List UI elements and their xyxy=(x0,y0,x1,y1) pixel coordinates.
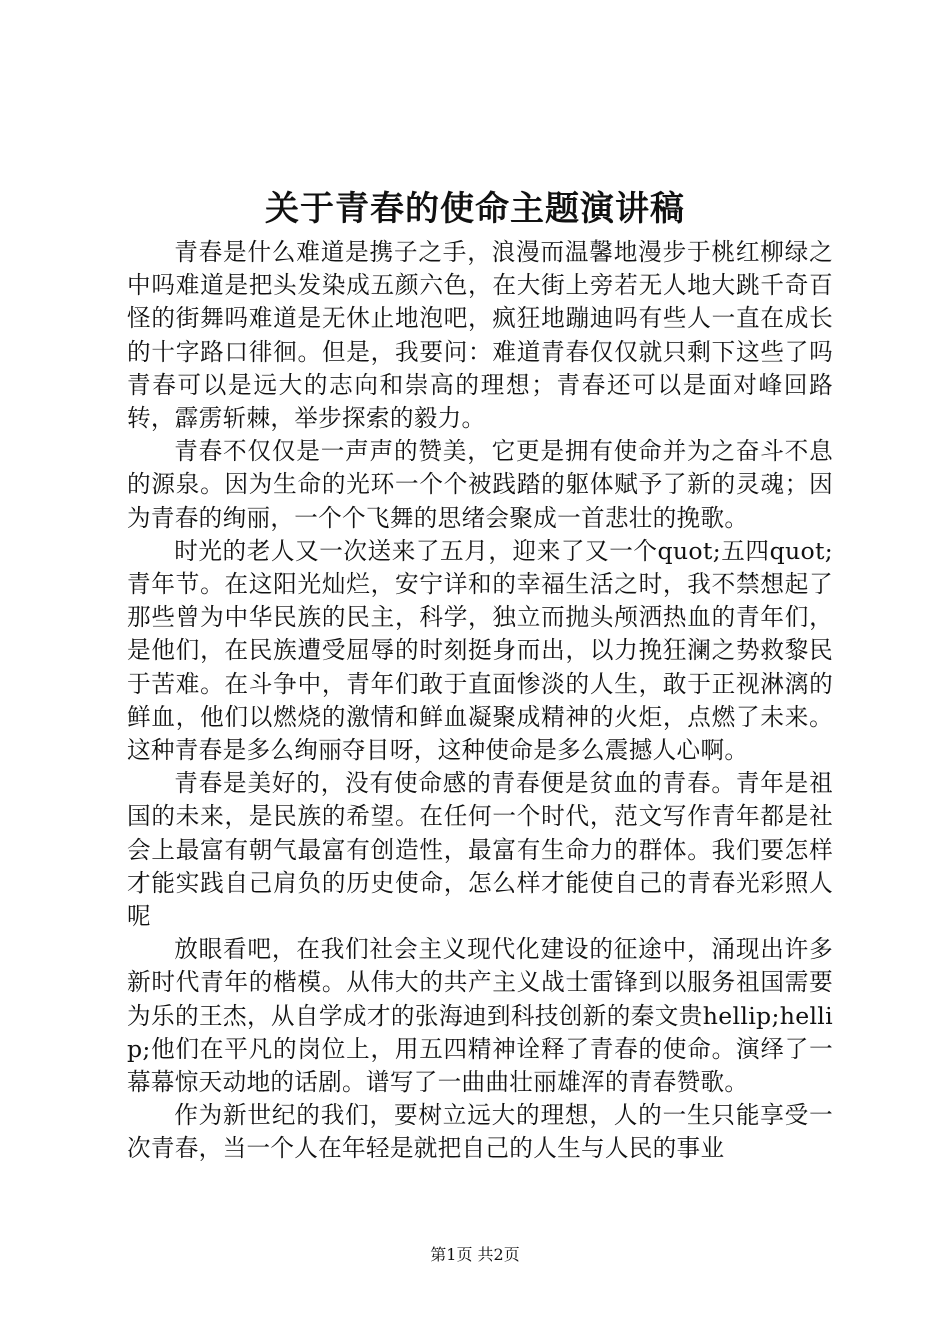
paragraph: 青春不仅仅是一声声的赞美，它更是拥有使命并为之奋斗不息的源泉。因为生命的光环一个个被践踏的躯体赋予了新的灵魂；因为青春的绚丽，一个个飞舞的思绪会聚成一首悲壮的挽歌。 xyxy=(127,437,833,532)
document-body xyxy=(127,236,833,1166)
document-title: 关于青春的使命主题演讲稿 xyxy=(265,189,685,229)
page-number-footer: 第1页 共2页 xyxy=(430,1245,520,1264)
paragraph: 青春是美好的，没有使命感的青春便是贫血的青春。青年是祖国的未来，是民族的希望。在任何一个时代，范文写作青年都是社会上最富有朝气最富有创造性，最富有生命力的群体。我们要怎样才能实践自己肩负的历史使命，怎么样才能使自己的青春光彩照人呢 xyxy=(127,769,833,931)
paragraph: 青春是什么难道是携子之手，浪漫而温馨地漫步于桃红柳绿之中吗难道是把头发染成五颜六色，在大街上旁若无人地大跳千奇百怪的街舞吗难道是无休止地泡吧，疯狂地蹦迪吗有些人一直在成长的十字路口徘徊。但是，我要问：难道青春仅仅就只剩下这些了吗青春可以是远大的志向和崇高的理想；青春还可以是面对峰回路转，霹雳斩棘，举步探索的毅力。 xyxy=(127,238,833,433)
paragraph: 作为新世纪的我们，要树立远大的理想，人的一生只能享受一次青春，当一个人在年轻是就把自己的人生与人民的事业 xyxy=(127,1101,833,1163)
paragraph: 放眼看吧，在我们社会主义现代化建设的征途中，涌现出许多新时代青年的楷模。从伟大的共产主义战士雷锋到以服务祖国需要为乐的王杰，从自学成才的张海迪到科技创新的秦文贵hellip;hellip;他们在平凡的岗位上，用五四精神诠释了青春的使命。演绎了一幕幕惊天动地的话剧。谱写了一曲曲壮丽雄浑的青春赞歌。 xyxy=(127,935,833,1097)
paragraph: 时光的老人又一次送来了五月，迎来了又一个quot;五四quot;青年节。在这阳光灿烂，安宁详和的幸福生活之时，我不禁想起了那些曾为中华民族的民主，科学，独立而抛头颅洒热血的青年们，是他们，在民族遭受屈辱的时刻挺身而出，以力挽狂澜之势救黎民于苦难。在斗争中，青年们敢于直面惨淡的人生，敢于正视淋漓的鲜血，他们以燃烧的激情和鲜血凝聚成精神的火炬，点燃了未来。这种青春是多么绚丽夺目呀，这种使命是多么震撼人心啊。 xyxy=(127,536,833,765)
